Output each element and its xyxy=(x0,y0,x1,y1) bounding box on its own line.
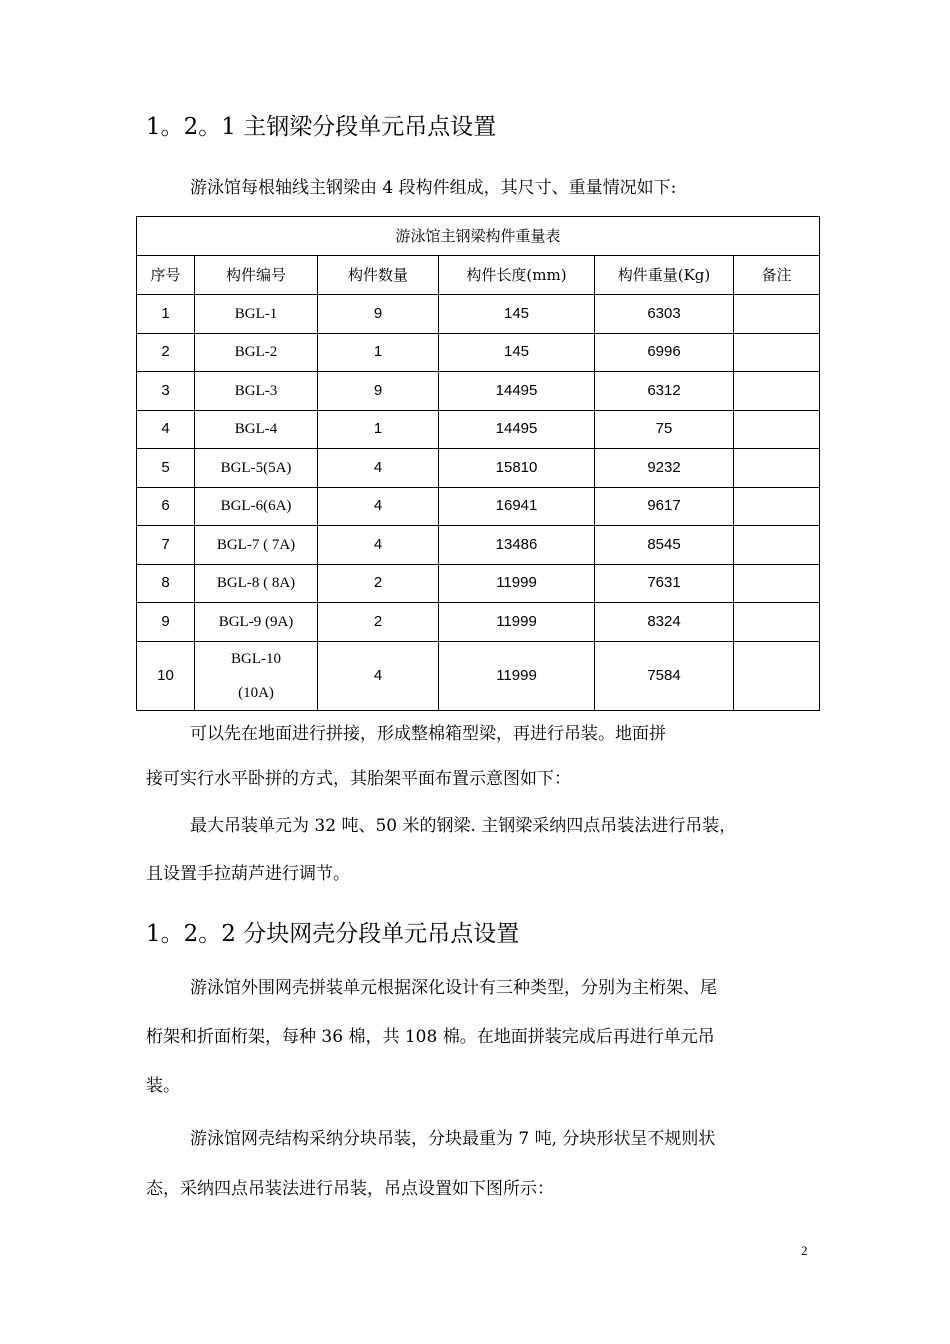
weight-cell: 7584 xyxy=(595,641,734,710)
row-number-cell: 3 xyxy=(137,372,195,411)
row-number-cell: 4 xyxy=(137,410,195,449)
part-code-cell: BGL-8 ( 8A) xyxy=(195,564,318,603)
table-row xyxy=(137,487,820,526)
header-cell: 构件数量 xyxy=(318,256,439,295)
part-code-line: BGL-10 xyxy=(231,650,281,667)
part-code-cell: BGL-1 xyxy=(195,295,318,334)
page-number: 2 xyxy=(801,1243,808,1258)
header-cell: 构件长度(mm) xyxy=(439,256,595,295)
section2-para1-line3: 装。 xyxy=(146,1076,180,1096)
quantity-cell: 4 xyxy=(318,526,439,565)
section-heading-1: 1。2。1 主钢梁分段单元吊点设置 xyxy=(146,114,497,140)
quantity-cell: 1 xyxy=(318,410,439,449)
length-cell: 14495 xyxy=(439,372,595,411)
weight-cell: 9232 xyxy=(595,449,734,488)
header-cell: 构件重量(Kg) xyxy=(595,256,734,295)
note-cell xyxy=(734,372,820,411)
row-number-cell: 6 xyxy=(137,487,195,526)
part-code-cell: BGL-2 xyxy=(195,333,318,372)
note-cell xyxy=(734,641,820,710)
row-number-cell: 1 xyxy=(137,295,195,334)
section1-para1-line1: 可以先在地面进行拼接，形成整棉箱型梁，再进行吊装。地面拼 xyxy=(190,724,666,744)
quantity-cell: 4 xyxy=(318,487,439,526)
section1-para2-line1: 最大吊装单元为 32 吨、50 米的钢梁. 主钢梁采纳四点吊装法进行吊装， xyxy=(190,816,737,836)
row-number-cell: 5 xyxy=(137,449,195,488)
length-cell: 14495 xyxy=(439,410,595,449)
length-cell: 13486 xyxy=(439,526,595,565)
quantity-cell: 4 xyxy=(318,641,439,710)
table-row xyxy=(137,333,820,372)
weight-cell: 75 xyxy=(595,410,734,449)
note-cell xyxy=(734,487,820,526)
table-row xyxy=(137,295,820,334)
table-row xyxy=(137,564,820,603)
length-cell: 11999 xyxy=(439,603,595,642)
note-cell xyxy=(734,333,820,372)
table-row xyxy=(137,410,820,449)
note-cell xyxy=(734,410,820,449)
row-number-cell: 10 xyxy=(137,641,195,710)
row-number-cell: 2 xyxy=(137,333,195,372)
part-code-cell: BGL-4 xyxy=(195,410,318,449)
row-number-cell: 7 xyxy=(137,526,195,565)
table-row xyxy=(137,603,820,642)
part-code-cell: BGL-5(5A) xyxy=(195,449,318,488)
length-cell: 145 xyxy=(439,333,595,372)
header-cell: 备注 xyxy=(734,256,820,295)
weight-cell: 6996 xyxy=(595,333,734,372)
quantity-cell: 2 xyxy=(318,603,439,642)
quantity-cell: 1 xyxy=(318,333,439,372)
section2-para2-line2: 态，采纳四点吊装法进行吊装，吊点设置如下图所示： xyxy=(146,1179,554,1199)
table-title: 游泳馆主钢梁构件重量表 xyxy=(137,217,820,256)
steel-beam-weight-table xyxy=(136,216,820,711)
weight-cell: 6312 xyxy=(595,372,734,411)
part-code-cell: BGL-3 xyxy=(195,372,318,411)
section2-para1-line2: 桁架和折面桁架，每种 36 棉，共 108 棉。在地面拼装完成后再进行单元吊 xyxy=(146,1027,715,1047)
weight-cell: 8324 xyxy=(595,603,734,642)
length-cell: 11999 xyxy=(439,641,595,710)
quantity-cell: 4 xyxy=(318,449,439,488)
length-cell: 11999 xyxy=(439,564,595,603)
header-cell: 构件编号 xyxy=(195,256,318,295)
part-code-cell: BGL-7 ( 7A) xyxy=(195,526,318,565)
note-cell xyxy=(734,603,820,642)
header-cell: 序号 xyxy=(137,256,195,295)
section1-intro: 游泳馆每根轴线主钢梁由 4 段构件组成，其尺寸、重量情况如下: xyxy=(190,178,677,198)
note-cell xyxy=(734,564,820,603)
quantity-cell: 2 xyxy=(318,564,439,603)
quantity-cell: 9 xyxy=(318,295,439,334)
row-number-cell: 8 xyxy=(137,564,195,603)
part-code-cell: BGL-6(6A) xyxy=(195,487,318,526)
weight-cell: 7631 xyxy=(595,564,734,603)
note-cell xyxy=(734,526,820,565)
weight-cell: 9617 xyxy=(595,487,734,526)
length-cell: 15810 xyxy=(439,449,595,488)
part-code-cell: BGL-9 (9A) xyxy=(195,603,318,642)
table-header-row xyxy=(137,256,820,295)
length-cell: 145 xyxy=(439,295,595,334)
table-row xyxy=(137,526,820,565)
table-row xyxy=(137,372,820,411)
section2-para2-line1: 游泳馆网壳结构采纳分块吊装，分块最重为 7 吨, 分块形状呈不规则状 xyxy=(190,1129,716,1149)
weight-cell: 8545 xyxy=(595,526,734,565)
weight-cell: 6303 xyxy=(595,295,734,334)
quantity-cell: 9 xyxy=(318,372,439,411)
section1-para2-line2: 且设置手拉葫芦进行调节。 xyxy=(146,864,350,884)
section1-para1-line2: 接可实行水平卧拼的方式，其胎架平面布置示意图如下： xyxy=(146,769,571,789)
length-cell: 16941 xyxy=(439,487,595,526)
table-row xyxy=(137,449,820,488)
note-cell xyxy=(734,295,820,334)
section-heading-2: 1。2。2 分块网壳分段单元吊点设置 xyxy=(146,921,520,947)
part-code-line: (10A) xyxy=(238,684,274,701)
section2-para1-line1: 游泳馆外围网壳拼装单元根据深化设计有三种类型，分别为主桁架、尾 xyxy=(190,978,717,998)
note-cell xyxy=(734,449,820,488)
table-row xyxy=(137,641,820,710)
row-number-cell: 9 xyxy=(137,603,195,642)
part-code-cell xyxy=(195,641,318,710)
